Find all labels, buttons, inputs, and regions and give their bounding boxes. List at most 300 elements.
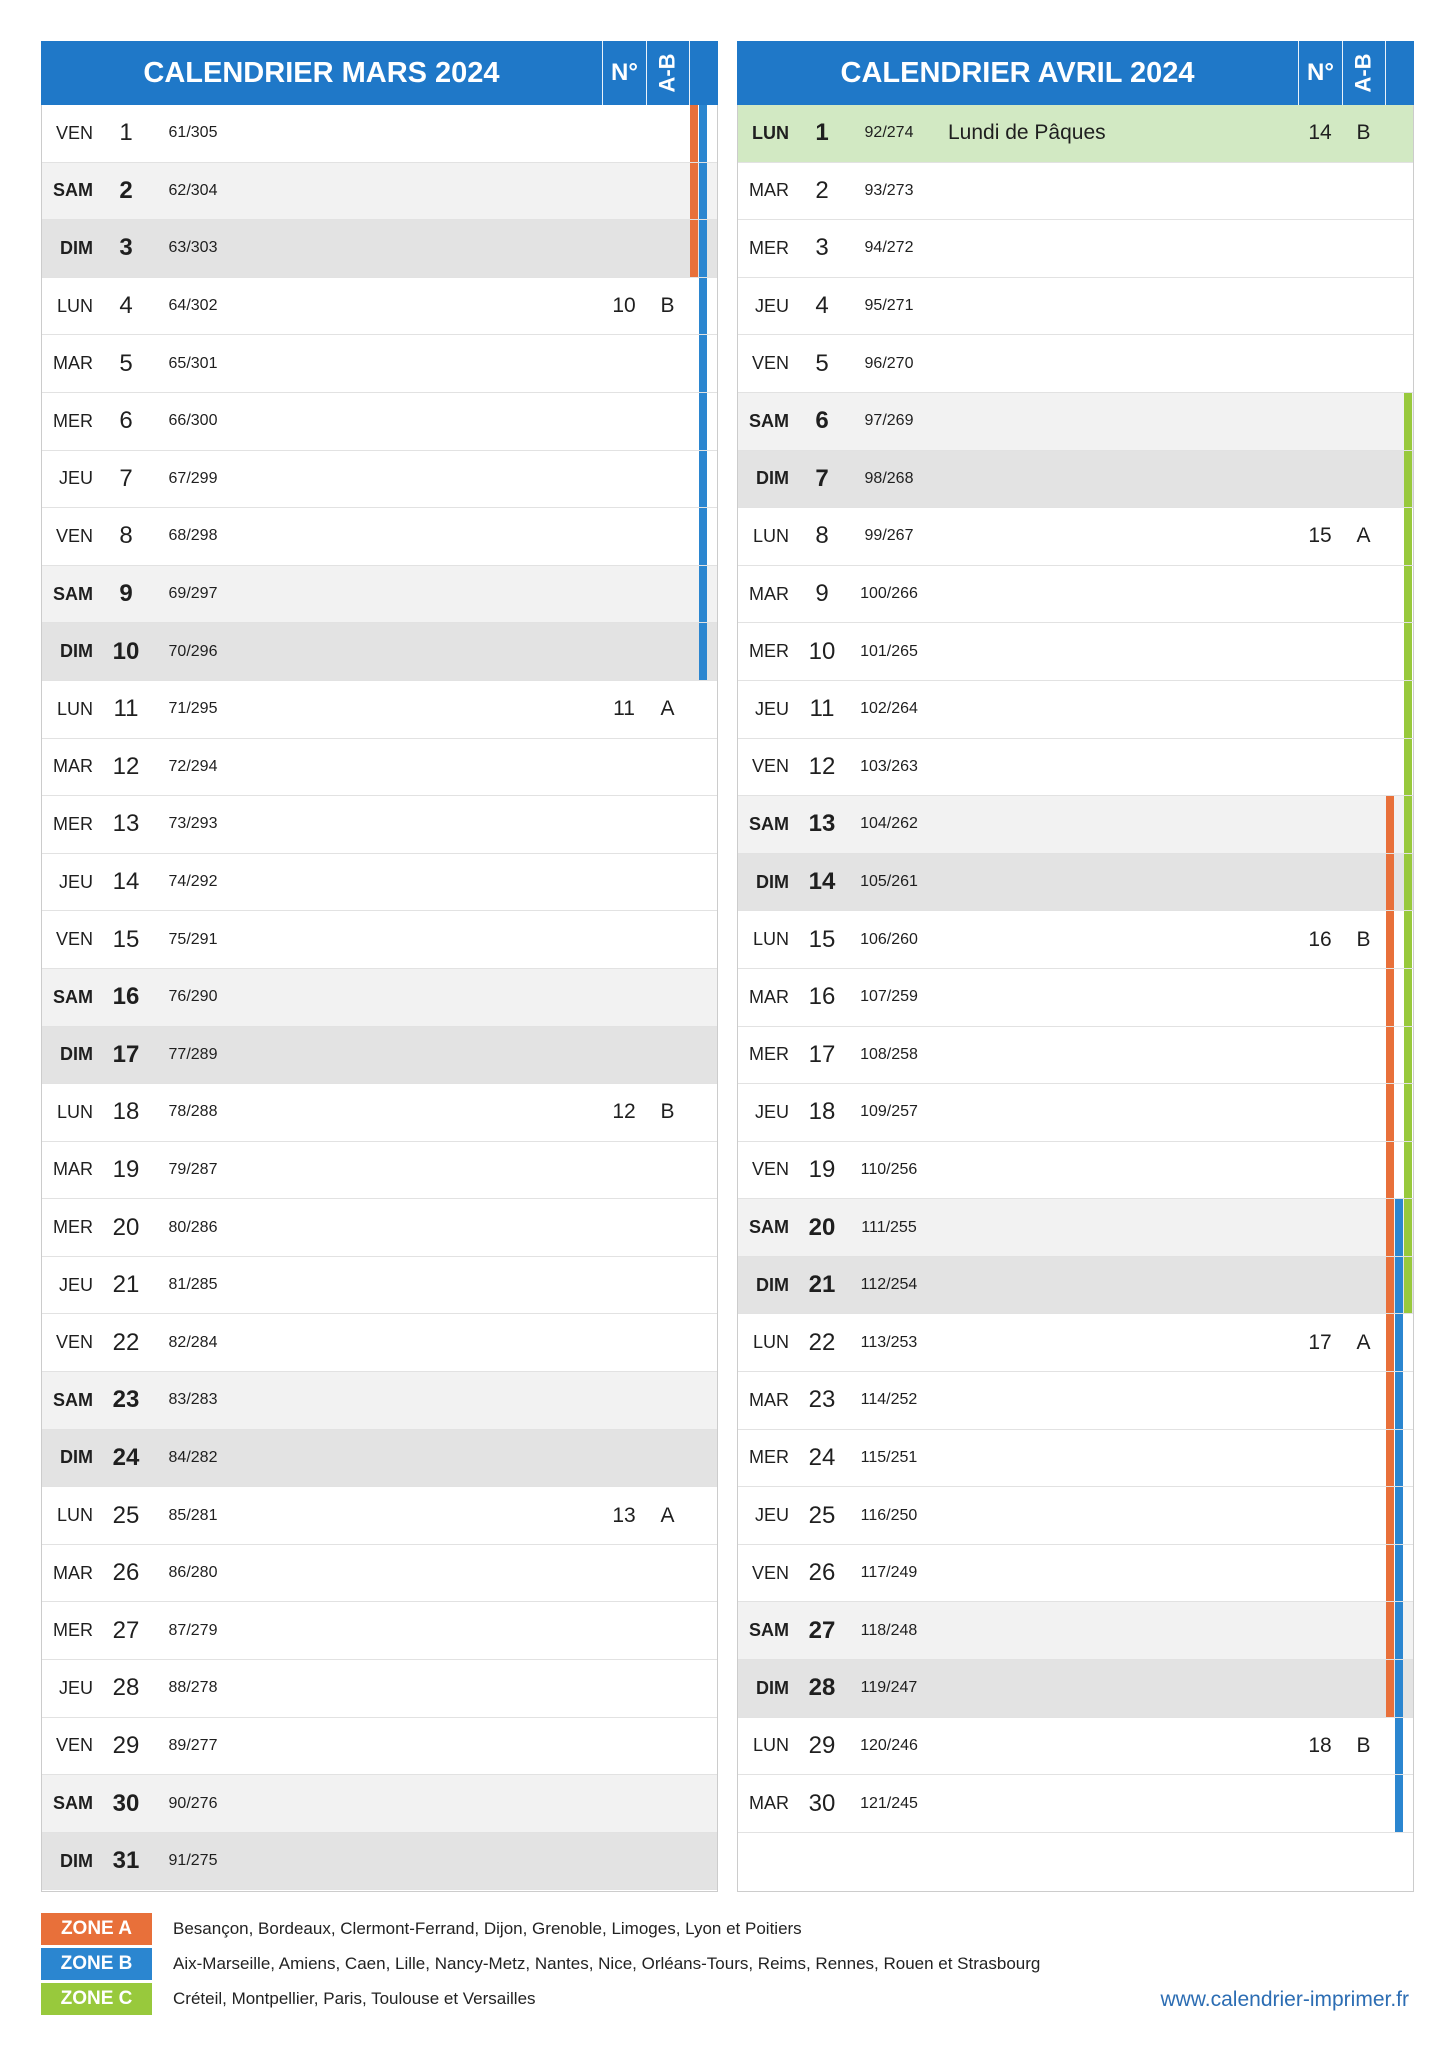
day-row: [42, 1833, 717, 1891]
day-row: [42, 1027, 717, 1085]
day-of-week: LUN: [752, 525, 789, 546]
week-number: 16: [1308, 927, 1332, 951]
zone-a-holiday-bar: [1386, 1372, 1394, 1429]
day-number: 22: [808, 1328, 836, 1356]
day-of-week: DIM: [756, 1677, 789, 1698]
day-of-year: 113/253: [860, 1333, 918, 1351]
week-number: 17: [1308, 1330, 1332, 1354]
day-number: 15: [808, 925, 836, 953]
day-number: 18: [808, 1098, 836, 1126]
month-title: CALENDRIER MARS 2024: [143, 56, 500, 89]
month-header: [41, 41, 718, 105]
day-of-year: 85/281: [168, 1506, 218, 1524]
day-of-week: JEU: [754, 698, 789, 719]
day-of-year: 110/256: [860, 1160, 918, 1178]
day-of-week: MER: [53, 1620, 93, 1641]
day-of-year: 90/276: [168, 1794, 218, 1812]
day-number: 28: [808, 1674, 836, 1702]
day-of-year: 114/252: [860, 1391, 918, 1409]
day-of-week: LUN: [56, 698, 93, 719]
zone-b-holiday-bar: [699, 451, 707, 508]
day-of-week: LUN: [752, 929, 789, 950]
zone-b-holiday-bar: [1395, 1775, 1403, 1832]
zone-b-holiday-bar: [1395, 1602, 1403, 1659]
zone-b-holiday-bar: [1395, 1430, 1403, 1487]
day-of-year: 81/285: [168, 1276, 218, 1294]
website-url: www.calendrier-imprimer.fr: [1160, 1988, 1409, 2011]
day-of-year: 84/282: [168, 1448, 218, 1466]
day-of-week: MER: [749, 1044, 789, 1065]
zone-c-holiday-bar: [1404, 1199, 1412, 1256]
day-of-year: 91/275: [168, 1852, 218, 1870]
day-of-week: SAM: [749, 410, 789, 431]
day-of-year: 111/255: [861, 1218, 917, 1236]
day-of-year: 67/299: [168, 469, 218, 487]
zone-a-holiday-bar: [1386, 1545, 1394, 1602]
day-of-year: 100/266: [860, 585, 918, 603]
day-of-year: 109/257: [860, 1103, 918, 1121]
day-number: 1: [815, 119, 829, 147]
day-number: 17: [112, 1040, 140, 1068]
day-number: 30: [808, 1789, 836, 1817]
day-number: 12: [808, 752, 836, 780]
day-row: [738, 1257, 1413, 1315]
day-number: 30: [112, 1789, 140, 1817]
day-row: [738, 1545, 1413, 1603]
week-number: 15: [1308, 524, 1332, 548]
zone-b-holiday-bar: [1395, 1660, 1403, 1717]
day-of-year: 107/259: [860, 988, 918, 1006]
day-of-week: JEU: [58, 1677, 93, 1698]
day-of-year: 71/295: [168, 700, 218, 718]
day-number: 23: [112, 1386, 140, 1414]
day-number: 9: [119, 580, 133, 608]
zone-a-holiday-bar: [1386, 1314, 1394, 1371]
day-of-year: 77/289: [168, 1045, 218, 1063]
zone-a-holiday-bar: [1386, 911, 1394, 968]
zone-b-holiday-bar: [699, 163, 707, 220]
day-of-year: 66/300: [168, 412, 218, 430]
day-number: 11: [809, 695, 835, 723]
day-number: 16: [808, 983, 836, 1011]
day-of-week: VEN: [55, 122, 93, 143]
day-of-year: 72/294: [168, 757, 218, 775]
day-row: [42, 911, 717, 969]
day-of-week: DIM: [60, 1850, 93, 1871]
week-ab: A: [660, 1503, 675, 1527]
day-row: [42, 220, 717, 278]
day-row: [42, 1430, 717, 1488]
day-row: [738, 681, 1413, 739]
day-row: [42, 105, 717, 163]
day-of-week: VEN: [55, 929, 93, 950]
day-of-week: DIM: [60, 641, 93, 662]
day-number: 23: [808, 1386, 836, 1414]
day-row: [42, 1142, 717, 1200]
day-row: [42, 508, 717, 566]
day-of-year: 80/286: [168, 1218, 218, 1236]
week-number-column-header: N°: [1298, 41, 1342, 105]
day-of-year: 68/298: [168, 527, 218, 545]
day-number: 6: [119, 407, 133, 435]
week-ab: B: [660, 1100, 675, 1124]
zone-c-holiday-bar: [1404, 623, 1412, 680]
day-row: [42, 1372, 717, 1430]
week-number: 12: [612, 1100, 636, 1124]
day-of-year: 93/273: [864, 181, 914, 199]
day-number: 31: [112, 1847, 140, 1875]
day-row: [42, 1199, 717, 1257]
day-number: 25: [112, 1501, 140, 1529]
day-number: 29: [808, 1731, 836, 1759]
day-of-week: MER: [53, 1217, 93, 1238]
day-of-week: MAR: [749, 986, 789, 1007]
day-number: 14: [112, 868, 140, 896]
ab-week-column-header: [1342, 41, 1385, 105]
day-of-week: MAR: [53, 1562, 93, 1583]
day-row: [738, 220, 1413, 278]
day-of-week: SAM: [53, 986, 93, 1007]
day-number: 18: [112, 1098, 140, 1126]
day-of-week: DIM: [60, 237, 93, 258]
day-of-week: MAR: [749, 180, 789, 201]
zone-c-holiday-bar: [1404, 1257, 1412, 1314]
zone-b-holiday-bar: [1395, 1314, 1403, 1371]
day-list: [41, 105, 718, 1892]
day-row: [738, 1602, 1413, 1660]
day-number: 3: [815, 234, 829, 262]
day-row: [738, 508, 1413, 566]
day-row: [738, 911, 1413, 969]
day-number: 7: [119, 464, 133, 492]
day-of-week: LUN: [752, 1332, 789, 1353]
day-of-year: 118/248: [860, 1621, 918, 1639]
day-row: [42, 451, 717, 509]
week-ab: B: [1356, 121, 1371, 145]
day-of-week: VEN: [55, 525, 93, 546]
day-of-week: DIM: [756, 468, 789, 489]
day-of-week: DIM: [60, 1044, 93, 1065]
zone-a-holiday-bar: [1386, 1199, 1394, 1256]
day-of-year: 89/277: [168, 1736, 218, 1754]
day-row: [42, 623, 717, 681]
day-row: [738, 1487, 1413, 1545]
day-number: 11: [113, 695, 139, 723]
day-number: 25: [808, 1501, 836, 1529]
day-of-year: 103/263: [860, 757, 918, 775]
day-row: [738, 739, 1413, 797]
month-header: [737, 41, 1414, 105]
zone-b-holiday-bar: [1395, 1487, 1403, 1544]
day-number: 19: [112, 1155, 140, 1183]
zone-a-holiday-bar: [1386, 1487, 1394, 1544]
zone-c-holiday-bar: [1404, 969, 1412, 1026]
zone-b-holiday-bar: [699, 278, 707, 335]
day-row: [42, 1545, 717, 1603]
day-number: 10: [808, 637, 836, 665]
day-row: [42, 278, 717, 336]
zone-b-holiday-bar: [1395, 1199, 1403, 1256]
day-number: 27: [808, 1616, 836, 1644]
week-ab: B: [1356, 927, 1371, 951]
day-row: [42, 854, 717, 912]
day-of-year: 70/296: [168, 642, 218, 660]
zone-b-holiday-bar: [1395, 1718, 1403, 1775]
ab-week-column-header: [646, 41, 689, 105]
zone-c-badge: ZONE C: [41, 1983, 152, 2015]
day-of-year: 120/246: [860, 1736, 918, 1754]
zone-b-holiday-bar: [699, 393, 707, 450]
day-of-week: MER: [749, 1447, 789, 1468]
zone-b-badge: ZONE B: [41, 1948, 152, 1980]
day-of-week: SAM: [53, 1389, 93, 1410]
day-of-week: SAM: [53, 180, 93, 201]
day-of-week: DIM: [756, 871, 789, 892]
day-row: [738, 163, 1413, 221]
zone-column-header: [1385, 41, 1414, 105]
ab-week-column-label: A-B: [1350, 53, 1376, 93]
zone-a-holiday-bar: [690, 220, 698, 277]
day-row: [738, 854, 1413, 912]
day-number: 10: [112, 637, 140, 665]
zone-b-holiday-bar: [1395, 1372, 1403, 1429]
day-of-year: 78/288: [168, 1103, 218, 1121]
day-number: 7: [815, 464, 829, 492]
day-of-week: SAM: [749, 1620, 789, 1641]
day-of-year: 99/267: [864, 527, 914, 545]
day-of-year: 98/268: [864, 469, 914, 487]
zone-a-holiday-bar: [1386, 1602, 1394, 1659]
day-row: [42, 1487, 717, 1545]
day-of-year: 94/272: [864, 239, 914, 257]
day-row: [738, 566, 1413, 624]
day-of-week: SAM: [53, 1793, 93, 1814]
day-of-year: 108/258: [860, 1045, 918, 1063]
day-of-year: 75/291: [168, 930, 218, 948]
week-ab: B: [660, 294, 675, 318]
day-of-week: VEN: [55, 1735, 93, 1756]
day-row: [42, 681, 717, 739]
day-of-week: JEU: [754, 1101, 789, 1122]
zone-a-holiday-bar: [1386, 1027, 1394, 1084]
day-of-week: MER: [749, 641, 789, 662]
zone-a-holiday-bar: [1386, 969, 1394, 1026]
week-number: 13: [612, 1503, 636, 1527]
day-number: 3: [119, 234, 133, 262]
day-row: [42, 969, 717, 1027]
day-number: 26: [808, 1559, 836, 1587]
day-row: [42, 1084, 717, 1142]
zone-c-holiday-bar: [1404, 1142, 1412, 1199]
day-of-week: JEU: [754, 1505, 789, 1526]
day-row: [738, 1718, 1413, 1776]
day-of-week: VEN: [55, 1332, 93, 1353]
day-of-year: 74/292: [168, 873, 218, 891]
day-of-year: 87/279: [168, 1621, 218, 1639]
day-row: [42, 1314, 717, 1372]
day-of-year: 116/250: [860, 1506, 918, 1524]
zone-b-holiday-bar: [699, 335, 707, 392]
day-of-week: VEN: [751, 353, 789, 374]
week-number: 11: [613, 697, 635, 721]
day-row: [42, 163, 717, 221]
day-number: 19: [808, 1155, 836, 1183]
zone-a-badge: ZONE A: [41, 1913, 152, 1945]
day-of-week: LUN: [752, 1735, 789, 1756]
week-ab: A: [660, 697, 675, 721]
day-of-year: 96/270: [864, 354, 914, 372]
zone-c-holiday-bar: [1404, 508, 1412, 565]
zone-b-holiday-bar: [699, 508, 707, 565]
day-of-year: 115/251: [860, 1448, 918, 1466]
day-of-week: VEN: [751, 756, 789, 777]
day-of-week: MAR: [53, 756, 93, 777]
zone-a-holiday-bar: [1386, 854, 1394, 911]
day-of-year: 106/260: [860, 930, 918, 948]
zone-c-holiday-bar: [1404, 566, 1412, 623]
day-of-week: MAR: [749, 1389, 789, 1410]
day-row: [738, 278, 1413, 336]
day-number: 8: [815, 522, 829, 550]
day-of-week: MER: [749, 237, 789, 258]
day-number: 15: [112, 925, 140, 953]
day-of-year: 101/265: [860, 642, 918, 660]
zone-a-holiday-bar: [690, 105, 698, 162]
day-row: [738, 623, 1413, 681]
legend-item-zone-c: [41, 1983, 1141, 2015]
day-row: [738, 1199, 1413, 1257]
day-of-week: MAR: [749, 583, 789, 604]
day-of-week: MAR: [53, 353, 93, 374]
day-of-year: 65/301: [168, 354, 218, 372]
day-of-year: 64/302: [168, 297, 218, 315]
week-number: 14: [1308, 121, 1332, 145]
day-row: [42, 1257, 717, 1315]
day-of-week: DIM: [756, 1274, 789, 1295]
zone-a-holiday-bar: [1386, 1430, 1394, 1487]
day-of-week: SAM: [749, 813, 789, 834]
legend-item-zone-a: [41, 1913, 1141, 1945]
day-of-week: VEN: [751, 1159, 789, 1180]
day-number: 24: [112, 1443, 140, 1471]
day-of-year: 86/280: [168, 1564, 218, 1582]
zone-c-holiday-bar: [1404, 393, 1412, 450]
day-of-year: 119/247: [860, 1679, 918, 1697]
zone-a-holiday-bar: [1386, 1084, 1394, 1141]
zone-c-cities: Créteil, Montpellier, Paris, Toulouse et Versailles: [173, 1989, 536, 2008]
day-number: 2: [119, 176, 133, 204]
day-number: 20: [112, 1213, 140, 1241]
day-row: [738, 335, 1413, 393]
day-of-year: 76/290: [168, 988, 218, 1006]
day-of-week: MAR: [749, 1793, 789, 1814]
day-of-week: MAR: [53, 1159, 93, 1180]
day-number: 29: [112, 1731, 140, 1759]
day-of-year: 102/264: [860, 700, 918, 718]
day-of-week: JEU: [754, 295, 789, 316]
week-number: 10: [612, 294, 636, 318]
day-number: 16: [112, 983, 140, 1011]
week-ab: B: [1356, 1733, 1371, 1757]
day-of-year: 117/249: [860, 1564, 918, 1582]
calendar-march: [41, 41, 718, 1892]
day-row: [738, 105, 1413, 163]
day-row: [738, 1027, 1413, 1085]
day-number: 12: [112, 752, 140, 780]
day-of-week: LUN: [56, 1505, 93, 1526]
day-row: [738, 1430, 1413, 1488]
day-of-year: 62/304: [168, 181, 218, 199]
zone-c-holiday-bar: [1404, 451, 1412, 508]
day-number: 5: [119, 349, 133, 377]
zone-b-holiday-bar: [699, 623, 707, 680]
day-of-year: 95/271: [864, 297, 914, 315]
day-number: 26: [112, 1559, 140, 1587]
zone-c-holiday-bar: [1404, 796, 1412, 853]
day-row: [42, 393, 717, 451]
ab-week-column-label: A-B: [654, 53, 680, 93]
day-number: 4: [815, 292, 829, 320]
zone-a-cities: Besançon, Bordeaux, Clermont-Ferrand, Dijon, Grenoble, Limoges, Lyon et Poitiers: [173, 1919, 802, 1938]
day-row: [738, 1775, 1413, 1833]
day-number: 22: [112, 1328, 140, 1356]
day-number: 4: [119, 292, 133, 320]
day-of-year: 105/261: [860, 873, 918, 891]
day-number: 8: [119, 522, 133, 550]
day-row: [42, 566, 717, 624]
day-of-week: JEU: [58, 468, 93, 489]
day-of-week: MER: [53, 410, 93, 431]
day-of-year: 83/283: [168, 1391, 218, 1409]
day-of-year: 104/262: [860, 815, 918, 833]
day-of-week: LUN: [752, 122, 789, 143]
holiday-label: Lundi de Pâques: [948, 121, 1106, 145]
day-of-year: 82/284: [168, 1333, 218, 1351]
week-ab: A: [1356, 524, 1371, 548]
day-row: [738, 1142, 1413, 1200]
zone-c-holiday-bar: [1404, 911, 1412, 968]
calendar-april: [737, 41, 1414, 1892]
day-row: [42, 335, 717, 393]
zone-a-holiday-bar: [1386, 1142, 1394, 1199]
day-of-week: VEN: [751, 1562, 789, 1583]
day-of-week: JEU: [58, 1274, 93, 1295]
day-of-week: SAM: [53, 583, 93, 604]
day-number: 27: [112, 1616, 140, 1644]
day-of-year: 63/303: [168, 239, 218, 257]
day-row: [738, 969, 1413, 1027]
day-row: [738, 393, 1413, 451]
day-number: 20: [808, 1213, 836, 1241]
day-of-year: 112/254: [860, 1276, 918, 1294]
zone-c-holiday-bar: [1404, 739, 1412, 796]
day-of-year: 121/245: [860, 1794, 918, 1812]
day-number: 5: [815, 349, 829, 377]
zone-a-holiday-bar: [1386, 1660, 1394, 1717]
day-number: 14: [808, 868, 836, 896]
day-of-year: 92/274: [864, 124, 914, 142]
day-row: [42, 739, 717, 797]
zone-b-holiday-bar: [699, 220, 707, 277]
zone-b-holiday-bar: [699, 105, 707, 162]
day-number: 21: [112, 1271, 140, 1299]
day-of-week: LUN: [56, 295, 93, 316]
day-number: 6: [815, 407, 829, 435]
day-row: [42, 1602, 717, 1660]
day-of-year: 73/293: [168, 815, 218, 833]
zone-c-holiday-bar: [1404, 1084, 1412, 1141]
day-list: [737, 105, 1414, 1892]
